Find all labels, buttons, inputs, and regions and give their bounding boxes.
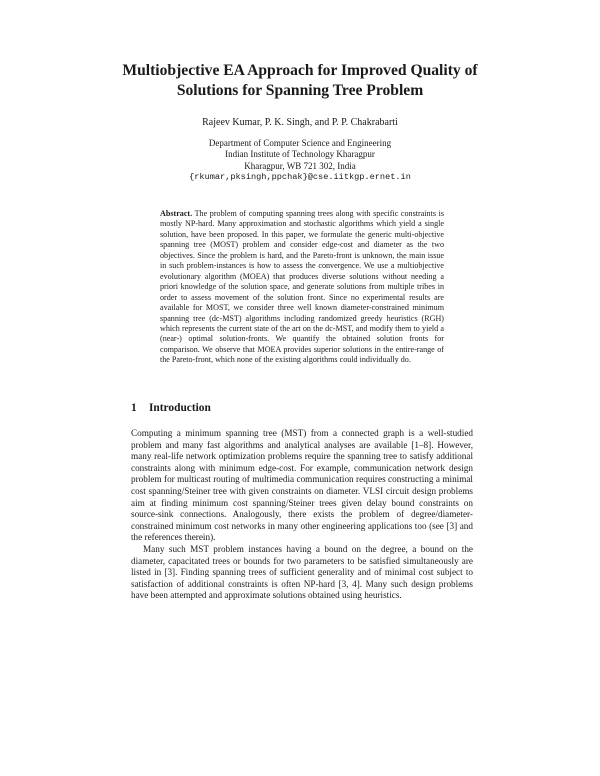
institute: Indian Institute of Technology Kharagpur: [225, 149, 375, 160]
paper-title: [100, 61, 500, 101]
title-line-1: Multiobjective EA Approach for Improved Quality of: [122, 62, 478, 79]
introduction-body: [131, 428, 473, 602]
abstract-text: The problem of computing spanning trees along with specific constraints is mostly NP-hard. Many approximation and stochastic algorithms which yield a single solution, have been proposed. In this paper, we formulate the generic multi-objective spanning tree (MOST) problem and consider edge-cost and diameter as the two objectives. Since the problem is hard, and the Pareto-front is unknown, the main issue in such problem-instances is how to assess the convergence. We use a multiobjective evolutionary algorithm (MOEA) that produces diverse solutions without needing a priori knowledge of the solution space, and generate solutions from multiple tribes in order to assess movement of the solution front. Since no experimental results are available for MOST, we consider three well known diameter-constrained minimum spanning tree (dc-MST) algorithms including randomized greedy heuristics (RGH) which represents the current state of the art on the dc-MST, and modify them to yield a (near-) optimal solution-fronts. We quantify the obtained solution fronts for comparison. We observe that MOEA provides superior solutions in the entire-range of the Pareto-front, which none of the existing algorithms could individually do.: [160, 209, 444, 365]
abstract: [160, 209, 444, 366]
department: Department of Computer Science and Engineering: [208, 138, 392, 148]
abstract-label: Abstract.: [160, 209, 193, 218]
section-title: Introduction: [149, 402, 211, 414]
section-number: 1: [131, 402, 137, 414]
title-line-2: Solutions for Spanning Tree Problem: [176, 82, 424, 99]
section-heading: [131, 401, 211, 415]
paragraph: Computing a minimum spanning tree (MST) from a connected graph is a well-studied problem and many fast algorithms and analytical analyses are available [1–8]. However, many real-life network optimization problems require the spanning tree to satisfy additional constraints along with minimum edge-cost. For example, communication network design problem for multicast routing of multimedia communication requires constructing a minimal cost spanning/Steiner tree with given constraints on diameter. VLSI circuit design problems aim at finding minimum cost spanning/Steiner trees given delay bound constraints on source-sink connections. Analogously, there exists the problem of degree/diameter-constrained minimum cost networks in many other engineering applications too (see [3] and the references therein).: [131, 428, 473, 543]
address: Kharagpur, WB 721 302, India: [244, 160, 356, 171]
paragraph: Many such MST problem instances having a bound on the degree, a bound on the diameter, capacitated trees or bounds for two parameters to be satisfied simultaneously are listed in [3]. Finding spanning trees of sufficient generality and of minimal cost subject to satisfaction of additional constraints is often NP-hard [3, 4]. Many such design problems have been attempted and approximate solutions obtained using heuristics.: [131, 543, 473, 601]
email: {rkumar,pksingh,ppchak}@cse.iitkgp.ernet.in: [189, 172, 411, 183]
authors: Rajeev Kumar, P. K. Singh, and P. P. Chakrabarti: [202, 117, 398, 128]
affiliation: [100, 138, 500, 184]
